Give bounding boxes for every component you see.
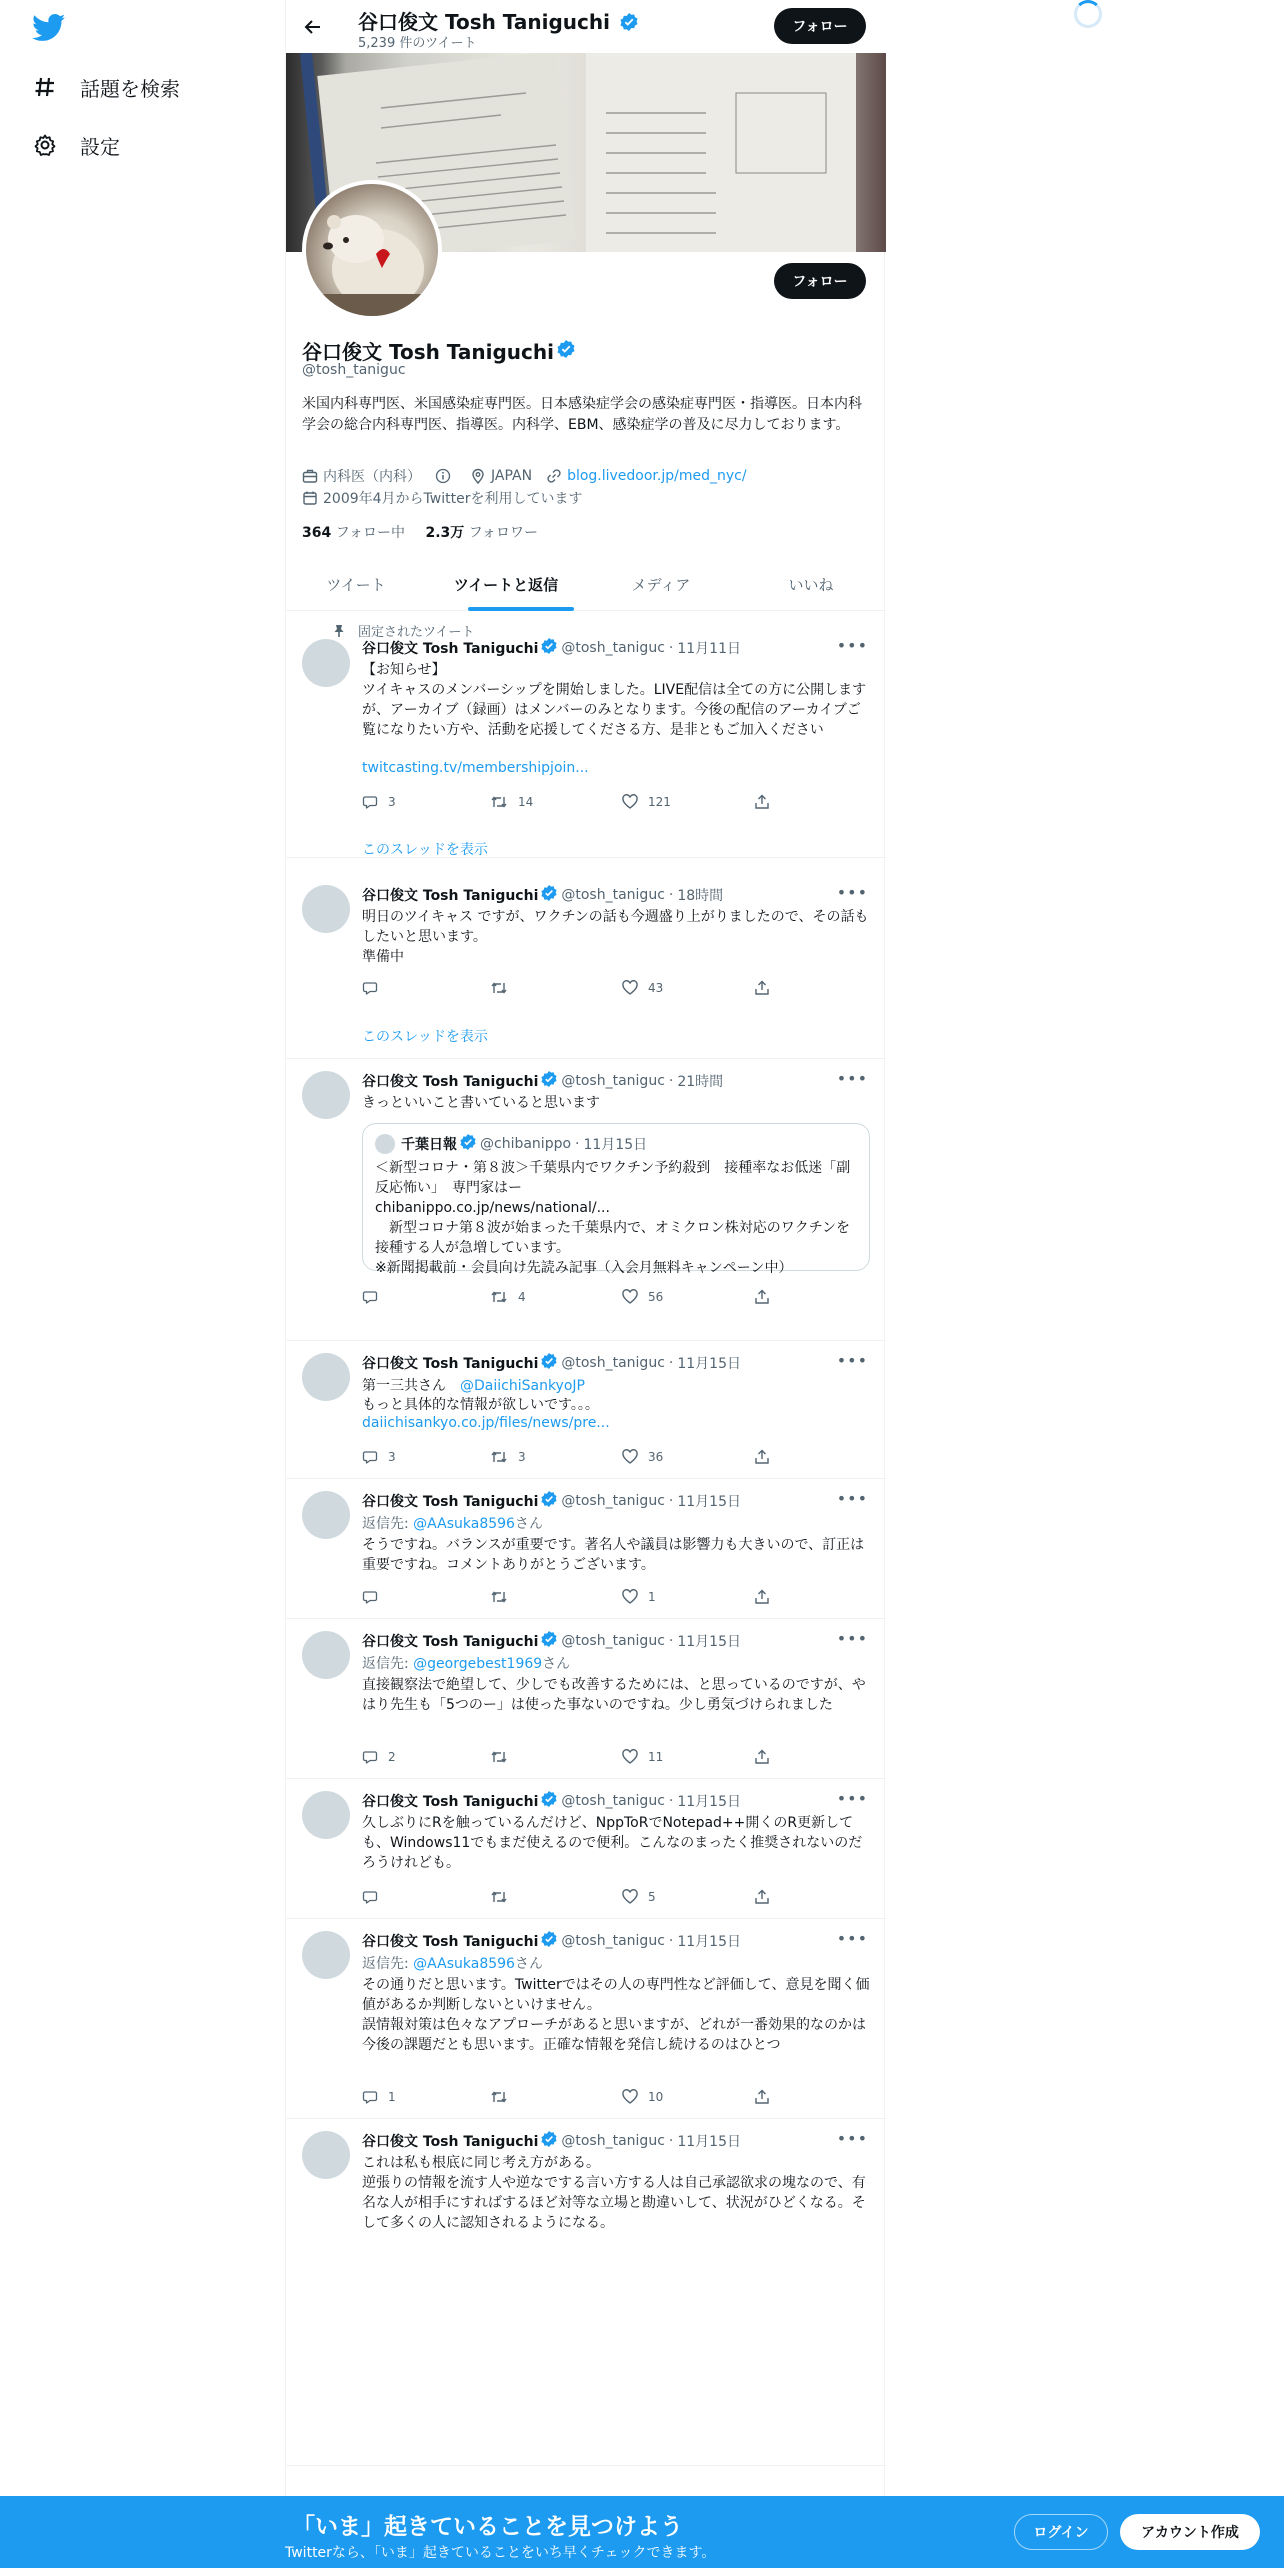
tweet-actions xyxy=(362,1749,802,1769)
share-icon xyxy=(754,794,770,810)
tab-media[interactable]: メディア xyxy=(631,576,691,594)
more-options-icon[interactable]: ••• xyxy=(836,1789,868,1808)
tweet-item[interactable] xyxy=(286,1341,886,1479)
tweet-actions xyxy=(362,1889,802,1909)
heart-icon xyxy=(622,980,638,996)
verified-badge-icon xyxy=(541,2131,557,2151)
share-button[interactable] xyxy=(754,794,780,810)
tab-tweets-and-replies[interactable]: ツイートと返信 xyxy=(453,576,559,594)
reply-icon xyxy=(362,1889,378,1905)
tweet-item[interactable] xyxy=(286,2119,886,2466)
heart-icon xyxy=(622,1449,638,1465)
tweet-avatar[interactable] xyxy=(302,1931,350,1979)
verified-badge-icon xyxy=(557,339,575,363)
more-options-icon[interactable]: ••• xyxy=(836,1351,868,1370)
tweet-header: 谷口俊文 Tosh Taniguchi @tosh_taniguc · 11月15日 xyxy=(362,1633,741,1650)
link-icon xyxy=(546,468,562,484)
retweet-button[interactable]: 14 xyxy=(490,794,533,810)
signup-banner-title: 「いま」起きていることを見つけよう xyxy=(292,2514,683,2540)
signup-banner xyxy=(0,2496,1284,2568)
verified-badge-icon xyxy=(460,1134,476,1154)
retweet-icon xyxy=(490,980,508,996)
verified-badge-icon xyxy=(541,1631,557,1651)
share-button[interactable] xyxy=(754,1289,780,1305)
reply-icon xyxy=(362,980,378,996)
pinned-label: 固定されたツイート xyxy=(332,621,474,640)
tweet-text: 久しぶりにRを触っているんだけど、NppToRでNotepad++開くのR更新しても、Windows11でもまだ使えるので便利。こんなのまったく推奨されないのだろうけれども。 xyxy=(362,1815,863,1871)
like-button[interactable]: 36 xyxy=(622,1449,663,1465)
verified-badge-icon xyxy=(620,12,638,36)
more-options-icon[interactable]: ••• xyxy=(836,636,868,655)
info-icon[interactable] xyxy=(435,468,456,484)
retweet-button[interactable] xyxy=(490,1749,518,1765)
show-thread-link[interactable]: このスレッドを表示 xyxy=(362,1029,488,1045)
verified-badge-icon xyxy=(541,885,557,905)
pin-icon xyxy=(332,624,346,638)
more-options-icon[interactable]: ••• xyxy=(836,1069,868,1088)
share-button[interactable] xyxy=(754,980,780,996)
tweet-item[interactable] xyxy=(286,611,886,858)
profile-follow-stats xyxy=(302,522,538,542)
more-options-icon[interactable]: ••• xyxy=(836,1929,868,1948)
profile-handle: @tosh_taniguc xyxy=(302,362,406,378)
tweet-header: 谷口俊文 Tosh Taniguchi @tosh_taniguc · 18時間 xyxy=(362,887,724,904)
share-icon xyxy=(754,1449,770,1465)
tweet-text-line: 第一三共さん @DaiichiSankyoJP xyxy=(362,1378,585,1394)
tweet-item[interactable] xyxy=(286,1059,886,1341)
follow-button[interactable]: フォロー xyxy=(774,263,866,299)
tweet-text: 明日のツイキャス ですが、ワクチンの話も今週盛り上がりましたので、その話もしたいと思います。 準備中 xyxy=(362,909,869,965)
twitter-bird-icon[interactable] xyxy=(32,14,66,42)
retweet-button[interactable] xyxy=(490,1889,518,1905)
reply-button[interactable] xyxy=(362,1289,388,1305)
tweet-header: 谷口俊文 Tosh Taniguchi @tosh_taniguc · 11月15日 xyxy=(362,1355,741,1372)
tweet-avatar[interactable] xyxy=(302,1631,350,1679)
share-button[interactable] xyxy=(754,1889,780,1905)
reply-button[interactable]: 3 xyxy=(362,1449,396,1465)
tweet-actions xyxy=(362,794,802,814)
sidebar-item-settings[interactable] xyxy=(32,125,120,165)
tweet-avatar[interactable] xyxy=(302,1491,350,1539)
share-icon xyxy=(754,2089,770,2105)
heart-icon xyxy=(622,2089,638,2105)
tab-tweets[interactable]: ツイート xyxy=(326,576,386,594)
reply-to-line: 返信先: @georgebest1969さん xyxy=(362,1656,571,1672)
tab-likes[interactable]: いいね xyxy=(788,576,834,594)
like-button[interactable]: 5 xyxy=(622,1889,656,1905)
reply-to-link[interactable]: @AAsuka8596 xyxy=(413,1516,515,1532)
reply-button[interactable]: 1 xyxy=(362,2089,396,2105)
more-options-icon[interactable]: ••• xyxy=(836,883,868,902)
quoted-tweet[interactable] xyxy=(362,1123,870,1276)
tweet-avatar[interactable] xyxy=(302,639,350,687)
tweet-text: 【お知らせ】 ツイキャスのメンバーシップを開始しました。LIVE配信は全ての方に公開しますが、アーカイブ（録画）はメンバーのみとなります。今後の配信のアーカイブご覧になりたい方や、活動を応援してくださる方、是非ともご加入ください xyxy=(362,662,867,738)
tweet-header: 谷口俊文 Tosh Taniguchi @tosh_taniguc · 11月15日 xyxy=(362,2133,741,2150)
retweet-button[interactable]: 4 xyxy=(490,1289,526,1305)
tweet-item[interactable] xyxy=(286,1479,886,1619)
reply-to-link[interactable]: @AAsuka8596 xyxy=(413,1956,515,1972)
hashtag-icon xyxy=(32,74,58,100)
more-options-icon[interactable]: ••• xyxy=(836,1629,868,1648)
share-button[interactable] xyxy=(754,1449,780,1465)
tweet-header: 谷口俊文 Tosh Taniguchi @tosh_taniguc · 11月15日 xyxy=(362,1933,741,1950)
tweet-item[interactable] xyxy=(286,1919,886,2119)
more-options-icon[interactable]: ••• xyxy=(836,2129,868,2148)
calendar-icon xyxy=(302,490,318,506)
verified-badge-icon xyxy=(541,1491,557,1511)
retweet-button[interactable] xyxy=(490,2089,518,2105)
tweet-actions xyxy=(362,980,802,1000)
profile-name: 谷口俊文 Tosh Taniguchi xyxy=(302,336,575,365)
verified-badge-icon xyxy=(541,638,557,658)
heart-icon xyxy=(622,1749,638,1765)
tweet-avatar[interactable] xyxy=(302,2131,350,2179)
profile-tabs xyxy=(286,558,886,611)
header-follow-button[interactable]: フォロー xyxy=(774,8,866,44)
tweet-avatar[interactable] xyxy=(302,1071,350,1119)
heart-icon xyxy=(622,794,638,810)
profile-avatar[interactable] xyxy=(302,180,442,320)
mention-link[interactable]: @DaiichiSankyoJP xyxy=(460,1378,585,1394)
retweet-icon xyxy=(490,2089,508,2105)
share-icon xyxy=(754,1289,770,1305)
like-button[interactable]: 10 xyxy=(622,2089,663,2105)
reply-icon xyxy=(362,2089,378,2105)
retweet-button[interactable]: 3 xyxy=(490,1449,526,1465)
retweet-icon xyxy=(490,1289,508,1305)
sidebar-item-label: 設定 xyxy=(80,134,120,159)
quoted-avatar xyxy=(375,1134,395,1154)
sidebar-item-label: 話題を検索 xyxy=(80,76,180,101)
tweet-text: きっといいこと書いていると思います xyxy=(362,1095,600,1111)
more-options-icon[interactable]: ••• xyxy=(836,1489,868,1508)
share-button[interactable] xyxy=(754,1749,780,1765)
reply-button[interactable]: 2 xyxy=(362,1749,396,1765)
tweet-text: これは私も根底に同じ考え方がある。 逆張りの情報を流す人や逆なでする言い方する人は自己承認欲求の塊なので、有名な人が相手にすればするほど対等な立場と勘違いして、状況がひどくなる。そして多くの人に認知されるようになる。 xyxy=(362,2155,866,2231)
tweet-actions xyxy=(362,1449,802,1469)
like-button[interactable]: 121 xyxy=(622,794,671,810)
reply-icon xyxy=(362,1749,378,1765)
share-icon xyxy=(754,1889,770,1905)
retweet-icon xyxy=(490,1589,508,1605)
tweet-actions xyxy=(362,1289,802,1309)
tweet-text: その通りだと思います。Twitterではその人の専門性など評価して、意見を聞く価値があるか判断しないといけません。 誤情報対策は色々なアプローチがあると思いますが、どれが一番効果的なのかは今後の課題だとも思います。正確な情報を発信し続けるのはひとつ xyxy=(362,1977,870,2053)
reply-button[interactable] xyxy=(362,1889,388,1905)
profile-joined: 2009年4月からTwitterを利用しています xyxy=(302,488,582,508)
retweet-button[interactable] xyxy=(490,1589,518,1605)
tweet-avatar[interactable] xyxy=(302,885,350,933)
share-icon xyxy=(754,1589,770,1605)
reply-button[interactable] xyxy=(362,1589,388,1605)
tweet-text: 直接観察法で絶望して、少しでも改善するためには、と思っているのですが、やはり先生も「5つのー」は使った事ないのですね。少し勇気づけられました xyxy=(362,1677,866,1713)
quoted-tweet-text: ＜新型コロナ・第８波＞千葉県内でワクチン予約殺到 接種率なお低迷「副反応怖い」 専門家はー chibanippo.co.jp/news/national/... 新型コロナ第８波が始まった千葉県内で、オミクロン株対応のワクチンを接種する人が急増しています。 ※新聞掲載前・会員向け先読み記事（入会月無料キャンペーン中） xyxy=(375,1160,851,1276)
briefcase-icon xyxy=(302,468,318,484)
retweet-icon xyxy=(490,1889,508,1905)
profile-category: 内科医（内科） xyxy=(302,466,421,486)
verified-badge-icon xyxy=(541,1791,557,1811)
reply-button[interactable]: 3 xyxy=(362,794,396,810)
tweet-header: 谷口俊文 Tosh Taniguchi @tosh_taniguc · 11月15日 xyxy=(362,1793,741,1810)
tweet-item[interactable] xyxy=(286,1779,886,1919)
tweet-header: 谷口俊文 Tosh Taniguchi @tosh_taniguc · 11月15日 xyxy=(362,1493,741,1510)
tweet-actions xyxy=(362,2089,802,2109)
login-button[interactable]: ログイン xyxy=(1014,2514,1108,2550)
like-button[interactable]: 56 xyxy=(622,1289,663,1305)
retweet-icon xyxy=(490,1749,508,1765)
reply-icon xyxy=(362,794,378,810)
profile-location: JAPAN xyxy=(470,468,532,484)
share-icon xyxy=(754,1749,770,1765)
share-button[interactable] xyxy=(754,2089,780,2105)
share-icon xyxy=(754,980,770,996)
like-button[interactable]: 1 xyxy=(622,1589,656,1605)
retweet-button[interactable] xyxy=(490,980,518,996)
profile-website[interactable]: blog.livedoor.jp/med_nyc/ xyxy=(546,468,747,484)
retweet-icon xyxy=(490,1449,508,1465)
reply-to-line: 返信先: @AAsuka8596さん xyxy=(362,1516,543,1532)
tweet-item[interactable] xyxy=(286,1619,886,1779)
reply-button[interactable] xyxy=(362,980,388,996)
tweet-actions xyxy=(362,1589,802,1609)
create-account-button[interactable]: アカウント作成 xyxy=(1120,2514,1260,2550)
heart-icon xyxy=(622,1289,638,1305)
tweet-header: 谷口俊文 Tosh Taniguchi @tosh_taniguc · 11月11日 xyxy=(362,640,741,657)
verified-badge-icon xyxy=(541,1353,557,1373)
tweet-link[interactable]: daiichisankyo.co.jp/files/news/pre... xyxy=(362,1415,610,1431)
reply-icon xyxy=(362,1289,378,1305)
tweet-text: そうですね。バランスが重要です。著名人や議員は影響力も大きいので、訂正は重要ですね。コメントありがとうございます。 xyxy=(362,1537,865,1573)
followers-link[interactable]: 2.3万 フォロワー xyxy=(425,525,539,541)
profile-meta xyxy=(302,466,761,486)
retweet-icon xyxy=(490,794,508,810)
quoted-tweet-header: 千葉日報 @chibanippo · 11月15日 xyxy=(375,1134,647,1154)
reply-to-link[interactable]: @georgebest1969 xyxy=(413,1656,543,1672)
gear-icon xyxy=(32,132,58,158)
tweet-avatar[interactable] xyxy=(302,1353,350,1401)
reply-to-line: 返信先: @AAsuka8596さん xyxy=(362,1956,543,1972)
like-button[interactable]: 43 xyxy=(622,980,663,996)
profile-column xyxy=(285,0,885,2568)
back-arrow-icon[interactable] xyxy=(300,14,326,40)
tweet-text: もっと具体的な情報が欲しいです。。。 xyxy=(362,1397,599,1413)
sidebar-item-explore[interactable] xyxy=(32,67,180,107)
profile-bio: 米国内科専門医、米国感染症専門医。日本感染症学会の感染症専門医・指導医。日本内科学会の総合内科専門医、指導医。内科学、EBM、感染症学の普及に尽力しております。 xyxy=(302,396,862,433)
verified-badge-icon xyxy=(541,1071,557,1091)
tweet-count: 5,239 件のツイート xyxy=(358,36,477,51)
location-pin-icon xyxy=(470,468,486,484)
heart-icon xyxy=(622,1889,638,1905)
share-button[interactable] xyxy=(754,1589,780,1605)
tweet-item[interactable] xyxy=(286,873,886,1059)
verified-badge-icon xyxy=(541,1931,557,1951)
heart-icon xyxy=(622,1589,638,1605)
signup-banner-subtitle: Twitterなら、「いま」起きていることをいち早くチェックできます。 xyxy=(285,2545,716,2561)
like-button[interactable]: 11 xyxy=(622,1749,663,1765)
tweet-avatar[interactable] xyxy=(302,1791,350,1839)
show-thread-link[interactable]: このスレッドを表示 xyxy=(362,842,488,858)
reply-icon xyxy=(362,1449,378,1465)
profile-header-bar xyxy=(286,0,886,53)
following-link[interactable]: 364 フォロー中 xyxy=(302,525,405,541)
loading-spinner xyxy=(1074,0,1102,28)
tweet-link[interactable]: twitcasting.tv/membershipjoin... xyxy=(362,760,589,776)
header-name: 谷口俊文 Tosh Taniguchi xyxy=(358,6,638,36)
reply-icon xyxy=(362,1589,378,1605)
tweet-header: 谷口俊文 Tosh Taniguchi @tosh_taniguc · 21時間 xyxy=(362,1073,724,1090)
